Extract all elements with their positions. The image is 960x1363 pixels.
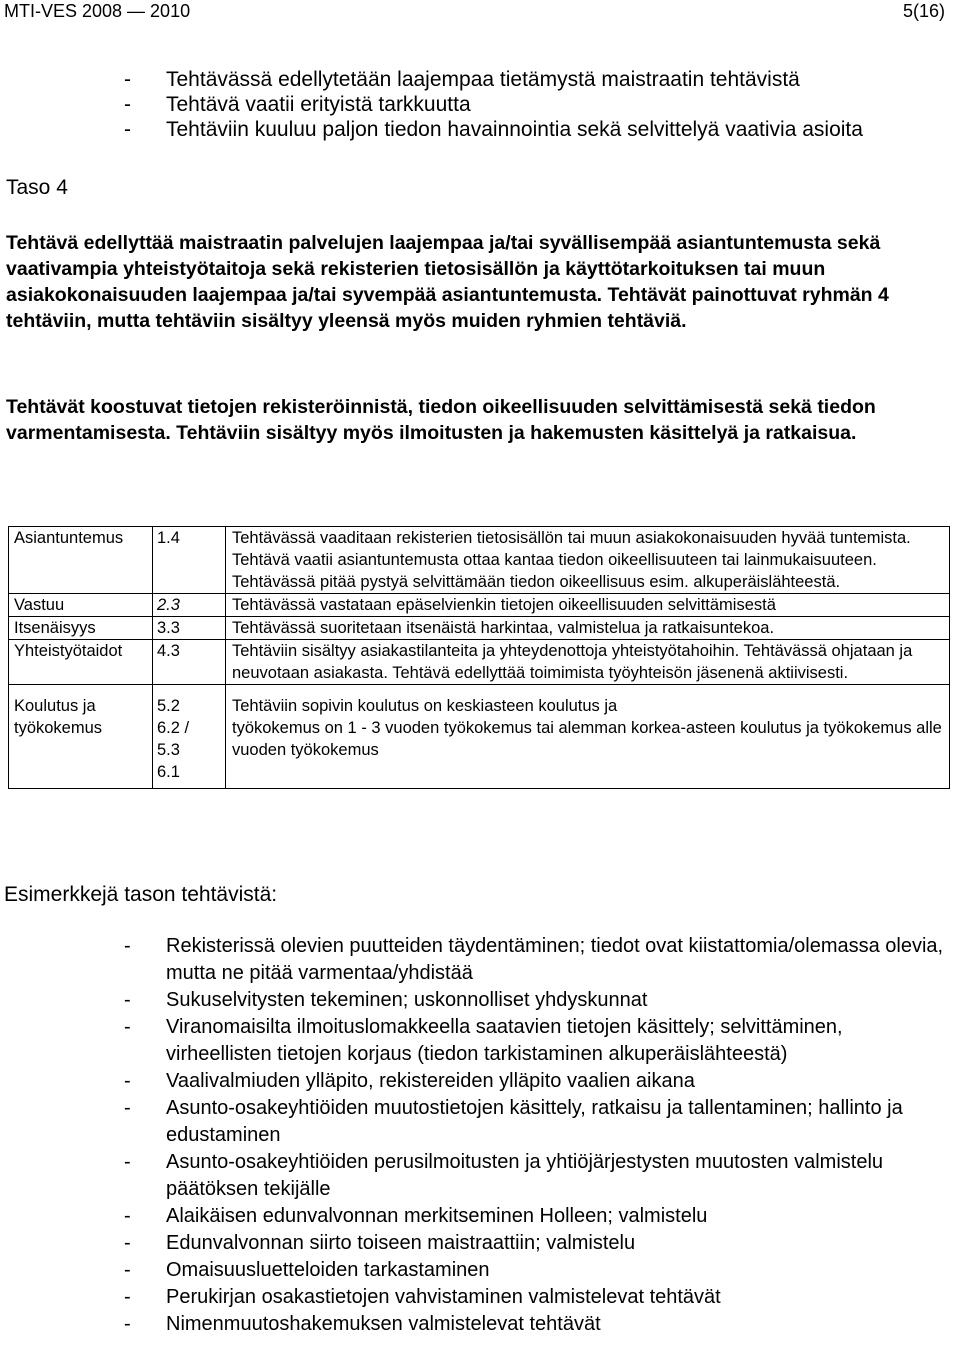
bullet-dash: -: [124, 68, 131, 91]
table-cell-label: Koulutus ja työkokemus: [9, 685, 153, 789]
table-cell-description: Tehtävässä vastataan epäselvienkin tietojen oikeellisuuden selvittämisestä: [226, 594, 950, 617]
bullet-dash: -: [124, 1259, 131, 1281]
list-item: [124, 1149, 944, 1203]
bullet-dash: -: [124, 1097, 131, 1119]
list-item-text: Tehtävässä edellytetään laajempaa tietämystä maistraatin tehtävistä: [166, 68, 800, 91]
list-item-text: Asunto-osakeyhtiöiden muutostietojen käsittely, ratkaisu ja tallentaminen; hallinto ja edustaminen: [166, 1097, 903, 1146]
list-item: [124, 67, 924, 92]
examples-heading: Esimerkkejä tason tehtävistä:: [4, 883, 278, 906]
level-description-paragraph: Tehtävä edellyttää maistraatin palvelujen laajempaa ja/tai syvällisempää asiantuntemusta sekä vaativampia yhteistyötaitoja sekä rekisterien tietosisällön ja käyttötarkoituksen tai muun asiakokonaisuuden laajempaa ja/tai syvempää asiantuntemusta. Tehtävät painottuvat ryhmän 4 tehtäviin, mutta tehtäviin sisältyy yleensä myös muiden ryhmien tehtäviä.: [6, 232, 889, 332]
bullet-dash: -: [124, 1016, 131, 1038]
bullet-dash: -: [124, 1151, 131, 1173]
list-item: [124, 987, 944, 1014]
intro-list: [124, 67, 924, 142]
bullet-dash: -: [124, 93, 131, 116]
list-item-text: Asunto-osakeyhtiöiden perusilmoitusten ja yhtiöjärjestysten muutosten valmistelu päätöksen tekijälle: [166, 1151, 884, 1200]
table-cell-label: Vastuu: [9, 594, 153, 617]
list-item-text: Tehtäviin kuuluu paljon tiedon havainnointia sekä selvittelyä vaativia asioita: [166, 118, 863, 141]
table-row: [9, 640, 950, 685]
list-item: [124, 1257, 944, 1284]
table-row: [9, 685, 950, 789]
bullet-dash: -: [124, 1313, 131, 1335]
list-item-text: Viranomaisilta ilmoituslomakkeella saatavien tietojen käsittely; selvittäminen, virheellisten tietojen korjaus (tiedon tarkistaminen alkuperäislähteestä): [166, 1016, 843, 1065]
list-item: [124, 1230, 944, 1257]
bullet-dash: -: [124, 118, 131, 141]
list-item-text: Nimenmuutoshakemuksen valmistelevat tehtävät: [166, 1313, 601, 1335]
table-cell-description: Tehtäviin sisältyy asiakastilanteita ja yhteydenottoja yhteistyötahoihin. Tehtävässä ohjataan ja neuvotaan asiakasta. Tehtävä edellyttää toimimista työyhteisön jäsenenä aktiivisesti.: [226, 640, 950, 685]
list-item: [124, 117, 924, 142]
bullet-dash: -: [124, 1286, 131, 1308]
list-item: [124, 1284, 944, 1311]
header-page-number: 5(16): [902, 1, 945, 21]
level-title: Taso 4: [6, 176, 68, 199]
table-cell-description: Tehtävässä suoritetaan itsenäistä harkintaa, valmistelua ja ratkaisuntekoa.: [226, 617, 950, 640]
table-cell-label: Asiantuntemus: [9, 527, 153, 594]
list-item: [124, 1203, 944, 1230]
bullet-dash: -: [124, 1205, 131, 1227]
bullet-dash: -: [124, 935, 131, 957]
table-cell-number: 5.2 6.2 / 5.3 6.1: [153, 685, 226, 789]
table-cell-label: Itsenäisyys: [9, 617, 153, 640]
table-row: [9, 527, 950, 594]
table-cell-label: Yhteistyötaidot: [9, 640, 153, 685]
table-row: [9, 594, 950, 617]
bullet-dash: -: [124, 989, 131, 1011]
list-item-text: Alaikäisen edunvalvonnan merkitseminen Holleen; valmistelu: [166, 1205, 708, 1227]
list-item-text: Perukirjan osakastietojen vahvistaminen valmistelevat tehtävät: [166, 1286, 721, 1308]
table-cell-description: Tehtävässä vaaditaan rekisterien tietosisällön tai muun asiakokonaisuuden hyvää tuntemista. Tehtävä vaatii asiantuntemusta ottaa kantaa tiedon oikeellisuuteen tai lainmukaisuuteen. Tehtävässä pitää pystyä selvittämään tiedon oikeellisuus esim. alkuperäislähteestä.: [226, 527, 950, 594]
table-cell-number: 2.3: [153, 594, 226, 617]
requirements-table: [8, 526, 950, 789]
list-item: [124, 1311, 944, 1338]
list-item: [124, 1095, 944, 1149]
list-item-text: Sukuselvitysten tekeminen; uskonnolliset yhdyskunnat: [166, 989, 648, 1011]
list-item-text: Edunvalvonnan siirto toiseen maistraattiin; valmistelu: [166, 1232, 636, 1254]
list-item: [124, 92, 924, 117]
list-item-text: Vaalivalmiuden ylläpito, rekistereiden ylläpito vaalien aikana: [166, 1070, 695, 1092]
list-item-text: Tehtävä vaatii erityistä tarkkuutta: [166, 93, 471, 116]
table-cell-number: 1.4: [153, 527, 226, 594]
table-cell-description: Tehtäviin sopivin koulutus on keskiasteen koulutus ja työkokemus on 1 - 3 vuoden työkokemus tai alemman korkea-asteen koulutus ja työkokemus alle vuoden työkokemus: [226, 685, 950, 789]
table-cell-number: 4.3: [153, 640, 226, 685]
table-row: [9, 617, 950, 640]
examples-list: [124, 933, 944, 1338]
task-content-paragraph: Tehtävät koostuvat tietojen rekisteröinnistä, tiedon oikeellisuuden selvittämisestä sekä tiedon varmentamisesta. Tehtäviin sisältyy myös ilmoitusten ja hakemusten käsittelyä ja ratkaisua.: [6, 396, 876, 444]
list-item: [124, 933, 944, 987]
list-item: [124, 1068, 944, 1095]
header-document-code: MTI-VES 2008 — 2010: [4, 1, 191, 21]
list-item: [124, 1014, 944, 1068]
list-item-text: Rekisterissä olevien puutteiden täydentäminen; tiedot ovat kiistattomia/olemassa olevia, mutta ne pitää varmentaa/yhdistää: [166, 935, 944, 984]
bullet-dash: -: [124, 1232, 131, 1254]
list-item-text: Omaisuusluetteloiden tarkastaminen: [166, 1259, 490, 1281]
bullet-dash: -: [124, 1070, 131, 1092]
table-cell-number: 3.3: [153, 617, 226, 640]
